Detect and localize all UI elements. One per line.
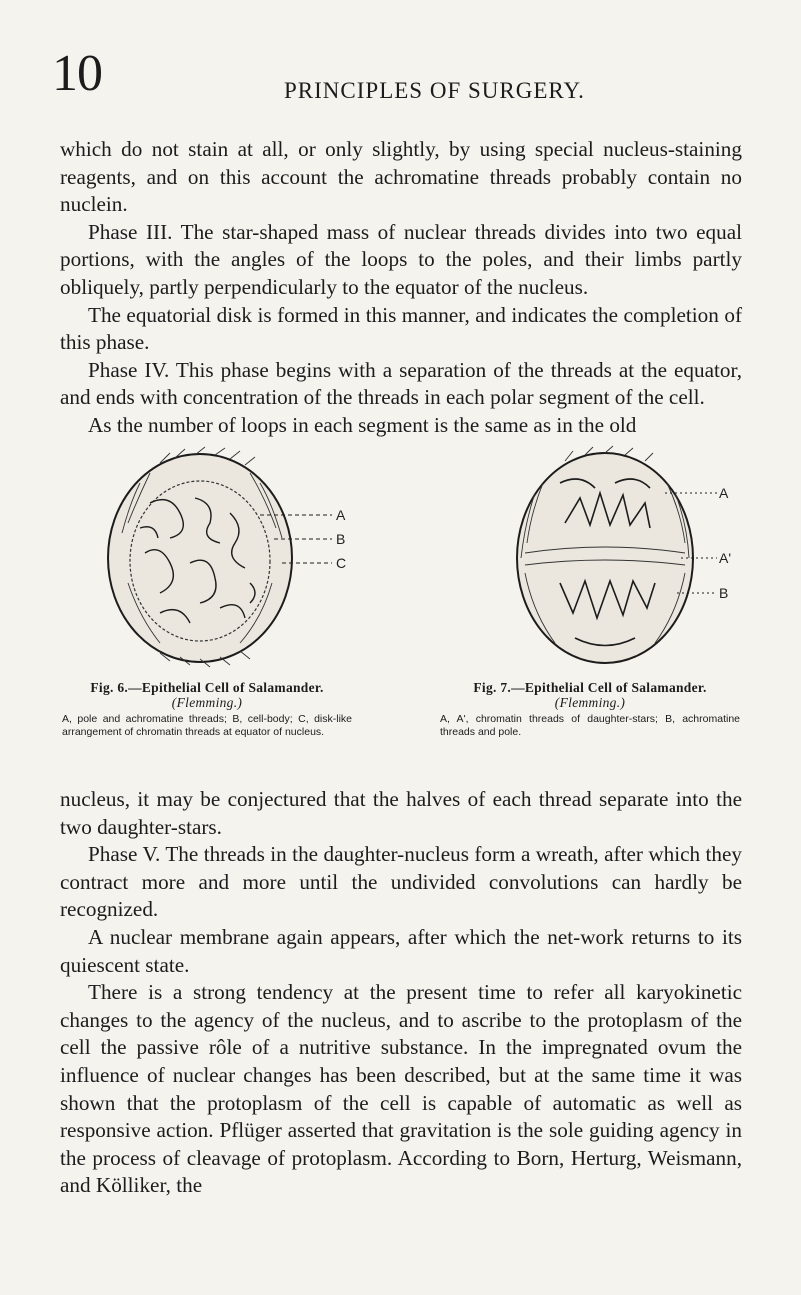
figure-6-caption [62,680,352,739]
page-header [52,45,752,108]
paragraph: nucleus, it may be conjectured that the halves of each thread separate into the two daughter-stars. [60,787,742,839]
figure-label-a: A [719,485,729,501]
figure-6-illustration [100,443,350,673]
paragraph: Phase IV. This phase begins with a separation of the threads at the equator, and ends with concentration of the threads in each polar segment of the cell. [60,357,742,410]
caption-credit: (Flemming.) [171,695,243,710]
caption-title: Fig. 6.—Epithelial Cell of Salamander. [90,680,324,695]
paragraph: Phase V. The threads in the daughter-nucleus form a wreath, after which they contract more and more until the undivided convolutions can hardly be recognized. [60,842,742,922]
running-head: PRINCIPLES OF SURGERY. [284,78,585,103]
body-text-top [60,136,742,440]
figure-label-b: B [719,585,729,601]
paragraph: Phase III. The star-shaped mass of nuclear threads divides into two equal portions, with the angles of the loops to the poles, and their limbs partly obliquely, partly perpendicularly to the equator of the nucleus. [60,219,742,299]
figure-label-a: A [336,507,346,523]
body-text-bottom [60,786,742,1200]
figure-7-caption [440,680,740,739]
paragraph: As the number of loops in each segment is the same as in the old [88,412,637,437]
figure-label-c: C [336,555,347,571]
figure-label-b: B [336,531,346,547]
caption-credit: (Flemming.) [554,695,626,710]
paragraph: which do not stain at all, or only slightly, by using special nucleus-staining reagents, and on this account the achromatine threads probably contain no nuclein. [60,137,742,217]
paragraph: A nuclear membrane again appears, after which the net-work returns to its quiescent state. [60,924,742,977]
figure-label-a-prime: A' [719,550,732,566]
cell-body-outline [108,454,292,662]
cell-body-outline [517,453,693,663]
caption-title: Fig. 7.—Epithelial Cell of Salamander. [473,680,707,695]
paragraph: The equatorial disk is formed in this manner, and indicates the completion of this phase. [60,302,742,355]
caption-body: A, A', chromatin threads of daughter-stars; B, achromatine threads and pole. [440,713,740,738]
paragraph: There is a strong tendency at the present time to refer all karyokinetic changes to the agency of the nucleus, and to ascribe to the protoplasm of the cell the passive rôle of a nutritive substance. In the impregnated ovum the influence of nuclear changes has been described, but at the same time it was shown that the protoplasm of the cell is capable of automatic as well as responsive action. Pflüger asserted that gravitation is the sole guiding agency in the process of cleavage of protoplasm. According to Born, Herturg, Weismann, and Kölliker, the [60,980,742,1198]
cell-daughter-stars-engraving [505,443,735,673]
page-number: 10 [52,45,102,102]
caption-body: A, pole and achromatine threads; B, cell-body; C, disk-like arrangement of chromatin threads at equator of nucleus. [62,713,352,738]
figure-7-illustration [505,443,735,673]
cell-salamander-engraving [100,443,350,673]
